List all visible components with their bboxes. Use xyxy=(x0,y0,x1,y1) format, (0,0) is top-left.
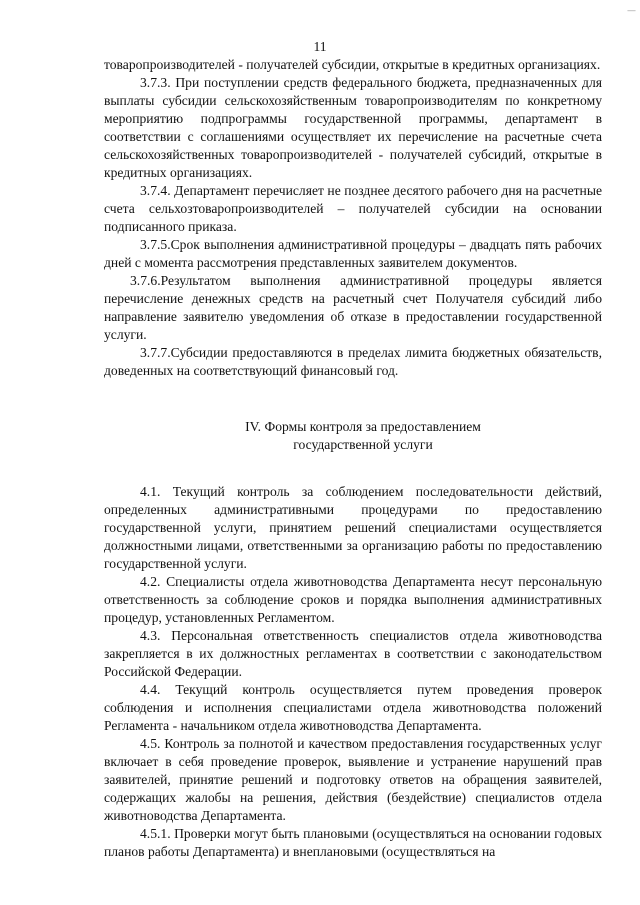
paragraph-3-7-5: 3.7.5.Срок выполнения административной процедуры – двадцать пять рабочих дней с момента рассмотрения представленных заявителем документов. xyxy=(104,237,602,270)
paragraph-3-7-6: 3.7.6.Результатом выполнения административной процедуры является перечисление денежных средств на расчетный счет Получателя субсидий либо направление заявителю уведомления об отказе в предоставлении государственной услуги. xyxy=(104,273,602,342)
document-body xyxy=(104,56,602,861)
paragraph-3-7-3: 3.7.3. При поступлении средств федерального бюджета, предназначенных для выплаты субсидии сельскохозяйственным товаропроизводителям по конкретному мероприятию подпрограммы государственной программы, департамент в соответствии с соглашениями осуществляет их перечисление на расчетные счета сельскохозяйственных товаропроизводителей - получателей субсидий, открытые в кредитных организациях. xyxy=(104,75,602,180)
paragraph-4-2: 4.2. Специалисты отдела животноводства Департамента несут персональную ответственность за соблюдение сроков и порядка выполнения административных процедур, установленных Регламентом. xyxy=(104,574,602,625)
page-number: 11 xyxy=(313,39,327,54)
section-title-line-2: государственной услуги xyxy=(293,437,433,452)
paragraph-intro: товаропроизводителей - получателей субсидии, открытые в кредитных организациях. xyxy=(104,57,601,72)
paragraph-3-7-7: 3.7.7.Субсидии предоставляются в пределах лимита бюджетных обязательств, доведенных на соответствующий финансовый год. xyxy=(104,345,602,378)
section-heading xyxy=(104,418,602,454)
corner-mark: — xyxy=(627,6,636,16)
paragraph-3-7-4: 3.7.4. Департамент перечисляет не позднее десятого рабочего дня на расчетные счета сельхозтоваропроизводителей – получателей субсидии на основании подписанного приказа. xyxy=(104,183,602,234)
paragraph-4-3: 4.3. Персональная ответственность специалистов отдела животноводства закрепляется в их должностных регламентах в соответствии с законодательством Российской Федерации. xyxy=(104,628,602,679)
paragraph-4-5: 4.5. Контроль за полнотой и качеством предоставления государственных услуг включает в себя проведение проверок, выявление и устранение нарушений прав заявителей, принятие решений и подготовку ответов на обращения заявителей, содержащих жалобы на решения, действия (бездействие) специалистов отдела животноводства Департамента. xyxy=(104,736,602,823)
section-title-line-1: IV. Формы контроля за предоставлением xyxy=(245,419,481,434)
paragraph-4-1: 4.1. Текущий контроль за соблюдением последовательности действий, определенных административными процедурами по предоставлению государственной услуги, принятием решений специалистами осуществляется должностными лицами, ответственными за организацию работы по предоставлению государственной услуги. xyxy=(104,484,602,571)
paragraph-4-5-1: 4.5.1. Проверки могут быть плановыми (осуществляться на основании годовых планов работы Департамента) и внеплановыми (осуществляться на xyxy=(104,826,602,859)
paragraph-4-4: 4.4. Текущий контроль осуществляется путем проведения проверок соблюдения и исполнения специалистами отдела животноводства положений Регламента - начальником отдела животноводства Департамента. xyxy=(104,682,602,733)
